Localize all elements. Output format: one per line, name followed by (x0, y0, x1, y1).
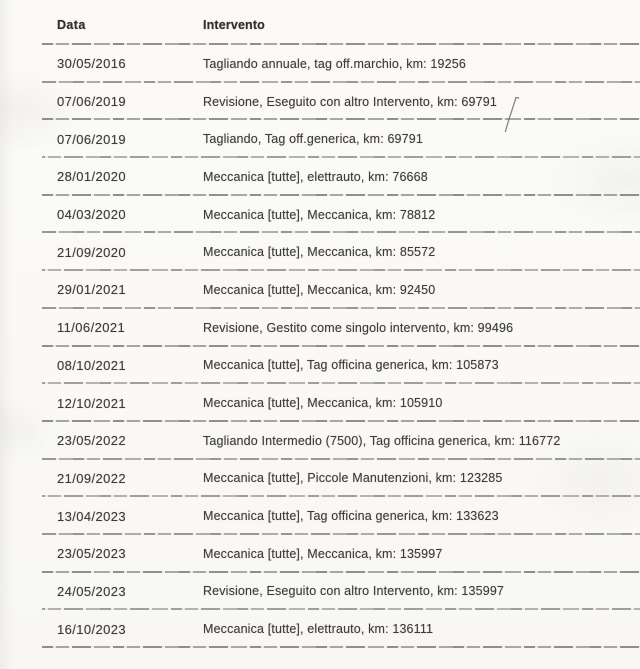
row-date: 23/05/2022 (57, 433, 127, 449)
table-header (0, 0, 640, 45)
row-divider (42, 646, 640, 648)
column-header-data: Data (57, 18, 86, 32)
table-row (0, 309, 640, 347)
row-date: 24/05/2023 (57, 583, 127, 599)
row-intervento: Tagliando Intermedio (7500), Tag officina generica, km: 116772 (203, 433, 561, 448)
row-intervento: Meccanica [tutte], Meccanica, km: 105910 (203, 396, 443, 411)
table-row (0, 271, 640, 309)
row-intervento: Revisione, Eseguito con altro Intervento, km: 69791 (203, 94, 497, 109)
table-row (0, 610, 640, 648)
table-row (0, 233, 640, 271)
row-intervento: Revisione, Eseguito con altro Intervento, km: 135997 (203, 584, 505, 599)
row-date: 23/05/2023 (57, 546, 127, 562)
row-intervento: Meccanica [tutte], Tag officina generica, km: 133623 (203, 509, 499, 524)
row-intervento: Revisione, Gestito come singolo intervento, km: 99496 (203, 320, 514, 335)
table-row (0, 196, 640, 234)
table-row (0, 347, 640, 385)
row-intervento: Meccanica [tutte], elettrauto, km: 76668 (203, 169, 428, 184)
row-intervento: Meccanica [tutte], Meccanica, km: 85572 (203, 245, 436, 260)
row-intervento: Tagliando, Tag off.generica, km: 69791 (203, 132, 423, 147)
row-intervento: Meccanica [tutte], Meccanica, km: 92450 (203, 282, 436, 297)
row-date: 11/06/2021 (57, 320, 126, 336)
row-intervento: Meccanica [tutte], Tag officina generica, km: 105873 (203, 358, 499, 373)
row-intervento: Meccanica [tutte], elettrauto, km: 136111 (203, 622, 434, 637)
row-date: 21/09/2022 (57, 470, 127, 486)
row-date: 28/01/2020 (57, 169, 127, 185)
table-row (0, 535, 640, 573)
table-row (0, 573, 640, 611)
row-date: 13/04/2023 (57, 508, 127, 524)
table-body (0, 45, 640, 648)
row-intervento: Meccanica [tutte], Meccanica, km: 78812 (203, 207, 436, 222)
row-date: 04/03/2020 (57, 207, 127, 223)
row-intervento: Meccanica [tutte], Piccole Manutenzioni, km: 123285 (203, 471, 503, 486)
row-date: 16/10/2023 (57, 621, 127, 637)
table-row (0, 497, 640, 535)
table-row (0, 83, 640, 121)
row-date: 07/06/2019 (57, 131, 127, 147)
table-row (0, 158, 640, 196)
row-date: 12/10/2021 (57, 395, 127, 411)
table-row (0, 384, 640, 422)
row-date: 07/06/2019 (57, 94, 127, 110)
row-date: 08/10/2021 (57, 357, 127, 373)
row-date: 30/05/2016 (57, 56, 127, 72)
row-intervento: Meccanica [tutte], Meccanica, km: 135997 (203, 546, 443, 561)
column-header-intervento: Intervento (203, 18, 265, 32)
table-row (0, 422, 640, 460)
table-row (0, 120, 640, 158)
table-row (0, 45, 640, 83)
table-row (0, 460, 640, 498)
row-date: 21/09/2020 (57, 244, 127, 260)
row-date: 29/01/2021 (57, 282, 127, 298)
row-intervento: Tagliando annuale, tag off.marchio, km: 19256 (203, 56, 466, 71)
